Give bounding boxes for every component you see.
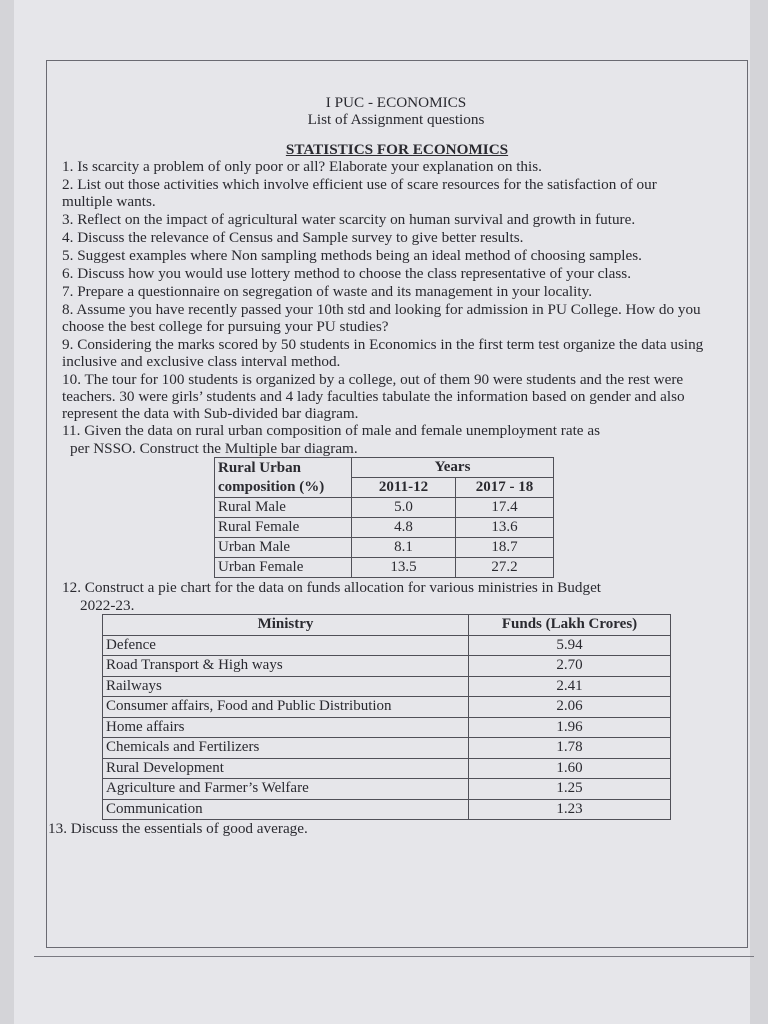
ministry-name: Railways <box>103 676 469 697</box>
cell-value: 4.8 <box>352 518 456 538</box>
question-12 <box>62 579 708 614</box>
year-header: 2011-12 <box>352 478 456 498</box>
funds-value: 1.25 <box>469 779 671 800</box>
funds-header: Funds (Lakh Crores) <box>469 615 671 636</box>
row-label: Rural Male <box>215 498 352 518</box>
cell-value: 18.7 <box>456 538 554 558</box>
table-row <box>103 635 671 656</box>
table-row <box>103 758 671 779</box>
year-header: 2017 - 18 <box>456 478 554 498</box>
funds-value: 1.60 <box>469 758 671 779</box>
question-4: 4. Discuss the relevance of Census and Sample survey to give better results. <box>62 229 524 246</box>
funds-value: 2.70 <box>469 656 671 677</box>
table-row <box>103 779 671 800</box>
table-row <box>103 676 671 697</box>
funds-value: 2.41 <box>469 676 671 697</box>
question-6: 6. Discuss how you would use lottery method to choose the class representative of your class. <box>62 265 631 282</box>
question-10: 10. The tour for 100 students is organized by a college, out of them 90 were students and the rest were teachers. 30 were girls’ students and 4 lady faculties tabulate the information based on gender and also represent the data with Sub-divided bar diagram. <box>62 371 685 422</box>
budget-table <box>102 614 671 820</box>
table-header-row <box>215 458 554 478</box>
ministry-header: Ministry <box>103 615 469 636</box>
section-title: STATISTICS FOR ECONOMICS <box>285 141 509 158</box>
question-13: 13. Discuss the essentials of good average. <box>48 820 308 837</box>
funds-value: 1.23 <box>469 799 671 820</box>
question-12-line1: 12. Construct a pie chart for the data on funds allocation for various ministries in Budget <box>62 579 602 596</box>
cell-value: 13.5 <box>352 558 456 578</box>
row-label: Urban Female <box>215 558 352 578</box>
question-list <box>62 158 708 422</box>
cell-value: 8.1 <box>352 538 456 558</box>
ministry-name: Defence <box>103 635 469 656</box>
course-title: I PUC - ECONOMICS <box>325 94 467 111</box>
funds-value: 1.78 <box>469 738 671 759</box>
table-row <box>103 697 671 718</box>
ministry-name: Chemicals and Fertilizers <box>103 738 469 759</box>
table-row <box>215 498 554 518</box>
funds-value: 5.94 <box>469 635 671 656</box>
unemployment-table <box>214 457 554 578</box>
question-11 <box>62 422 708 457</box>
ministry-name: Communication <box>103 799 469 820</box>
ministry-name: Consumer affairs, Food and Public Distribution <box>103 697 469 718</box>
question-12-line2: 2022-23. <box>80 597 135 614</box>
question-9: 9. Considering the marks scored by 50 students in Economics in the first term test organize the data using inclusive and exclusive class interval method. <box>62 336 704 370</box>
table-row <box>103 717 671 738</box>
ministry-name: Home affairs <box>103 717 469 738</box>
question-1: 1. Is scarcity a problem of only poor or all? Elaborate your explanation on this. <box>62 158 542 175</box>
question-7: 7. Prepare a questionnaire on segregation of waste and its management in your locality. <box>62 283 592 300</box>
row-label: Urban Male <box>215 538 352 558</box>
ministry-name: Road Transport & High ways <box>103 656 469 677</box>
table-row <box>215 538 554 558</box>
question-3: 3. Reflect on the impact of agricultural water scarcity on human survival and growth in future. <box>62 211 636 228</box>
composition-header: Rural Urban composition (%) <box>215 458 352 498</box>
funds-value: 1.96 <box>469 717 671 738</box>
cell-value: 17.4 <box>456 498 554 518</box>
assignment-document <box>48 94 708 837</box>
funds-value: 2.06 <box>469 697 671 718</box>
cell-value: 27.2 <box>456 558 554 578</box>
table-row <box>103 656 671 677</box>
ministry-name: Agriculture and Farmer’s Welfare <box>103 779 469 800</box>
ministry-name: Rural Development <box>103 758 469 779</box>
question-5: 5. Suggest examples where Non sampling methods being an ideal method of choosing samples. <box>62 247 642 264</box>
cell-value: 5.0 <box>352 498 456 518</box>
years-header: Years <box>352 458 554 478</box>
cell-value: 13.6 <box>456 518 554 538</box>
question-11-line2: per NSSO. Construct the Multiple bar diagram. <box>70 440 358 457</box>
table-row <box>103 738 671 759</box>
row-label: Rural Female <box>215 518 352 538</box>
table-row <box>215 518 554 538</box>
table-row <box>215 558 554 578</box>
document-subtitle: List of Assignment questions <box>307 111 485 128</box>
question-2: 2. List out those activities which involve efficient use of scare resources for the satisfaction of our multiple wants. <box>62 176 657 210</box>
question-8: 8. Assume you have recently passed your 10th std and looking for admission in PU College. How do you choose the best college for pursuing your PU studies? <box>62 301 701 335</box>
bottom-rule <box>34 956 754 957</box>
table-header-row <box>103 615 671 636</box>
table-row <box>103 799 671 820</box>
question-11-line1: 11. Given the data on rural urban composition of male and female unemployment rate as <box>62 422 600 439</box>
